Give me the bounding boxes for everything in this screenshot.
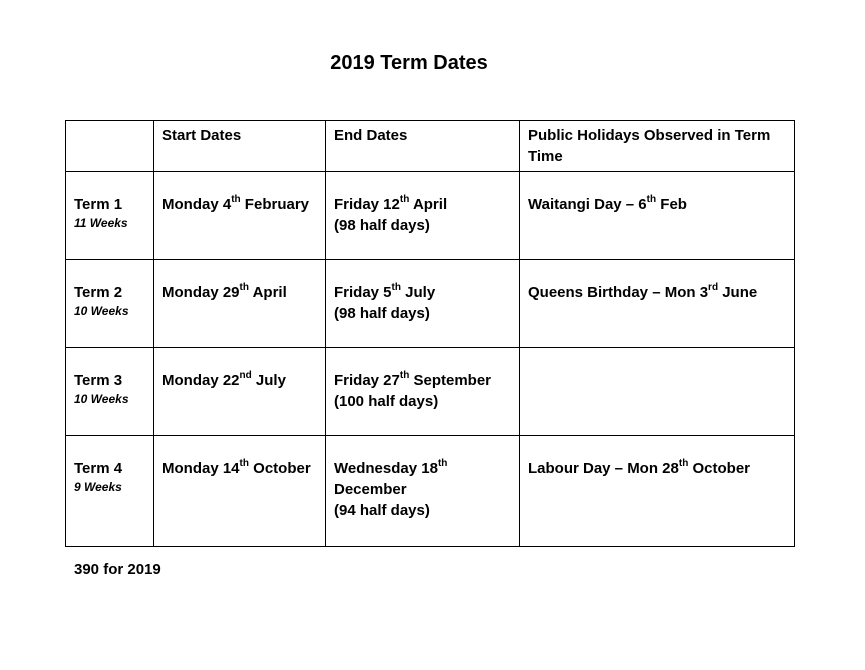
start-date-month: February [240, 196, 309, 213]
header-cell-start-dates: Start Dates [154, 121, 326, 172]
holiday-month: October [688, 460, 751, 477]
term-weeks: 10 Weeks [74, 304, 129, 318]
end-date-day: Friday 12 [334, 196, 400, 213]
start-date-day: Monday 29 [162, 284, 240, 301]
end-date-ordinal: th [437, 458, 448, 469]
header-cell-public-holidays: Public Holidays Observed in Term Time [520, 121, 795, 172]
end-date-cell [326, 172, 520, 260]
end-date-day: Friday 27 [334, 372, 400, 389]
start-date-cell [154, 260, 326, 348]
end-date-ordinal: th [391, 282, 401, 293]
end-date-ordinal: th [399, 194, 410, 205]
header-cell-end-dates: End Dates [326, 121, 520, 172]
holiday-name: Waitangi Day – 6 [528, 196, 647, 213]
start-date-cell [154, 172, 326, 260]
start-date-month: April [248, 284, 287, 301]
start-date-day: Monday 14 [162, 460, 240, 477]
end-date-half-days: (100 half days) [334, 393, 439, 410]
table-row-term-2 [66, 260, 795, 348]
table-row-term-1 [66, 172, 795, 260]
start-date-ordinal: th [231, 194, 241, 205]
holiday-ordinal: th [646, 194, 657, 205]
holiday-month: Feb [656, 196, 687, 213]
holiday-ordinal: th [678, 458, 689, 469]
end-date-day: Friday 5 [334, 284, 392, 301]
holiday-cell [520, 348, 795, 436]
start-date-ordinal: th [239, 458, 249, 469]
end-date-ordinal: th [399, 370, 410, 381]
holiday-name: Labour Day – Mon 28 [528, 460, 679, 477]
end-date-cell [326, 348, 520, 436]
term-weeks: 9 Weeks [74, 480, 122, 494]
term-label: Term 2 [74, 284, 123, 301]
term-label: Term 4 [74, 460, 123, 477]
start-date-cell [154, 348, 326, 436]
start-date-day: Monday 4 [162, 196, 232, 213]
term-cell [66, 172, 154, 260]
holiday-month: June [718, 284, 758, 301]
end-date-half-days: (98 half days) [334, 217, 430, 234]
end-date-half-days: (98 half days) [334, 305, 430, 322]
holiday-cell [520, 260, 795, 348]
start-date-month: October [248, 460, 311, 477]
holiday-cell [520, 436, 795, 547]
holiday-cell [520, 172, 795, 260]
total-half-days-note: 390 for 2019 [74, 561, 161, 578]
header-cell-term [66, 121, 154, 172]
end-date-cell [326, 436, 520, 547]
end-date-day: Wednesday 18 [334, 460, 438, 477]
end-date-cell [326, 260, 520, 348]
start-date-day: Monday 22 [162, 372, 240, 389]
page-title: 2019 Term Dates [330, 52, 488, 74]
term-weeks: 11 Weeks [74, 216, 128, 230]
end-date-month: September [409, 372, 492, 389]
table-row-term-3 [66, 348, 795, 436]
start-date-cell [154, 436, 326, 547]
term-label: Term 1 [74, 196, 123, 213]
term-label: Term 3 [74, 372, 123, 389]
term-cell [66, 260, 154, 348]
term-dates-table [65, 120, 795, 547]
holiday-name: Queens Birthday – Mon 3 [528, 284, 709, 301]
holiday-ordinal: rd [708, 282, 719, 293]
table-header-row [66, 121, 795, 172]
table-row-term-4 [66, 436, 795, 547]
term-cell [66, 436, 154, 547]
start-date-ordinal: th [239, 282, 249, 293]
term-weeks: 10 Weeks [74, 392, 129, 406]
end-date-half-days: (94 half days) [334, 502, 430, 519]
start-date-ordinal: nd [239, 370, 252, 381]
end-date-month: July [400, 284, 436, 301]
term-cell [66, 348, 154, 436]
end-date-month: April [409, 196, 448, 213]
end-date-month: December [334, 481, 407, 498]
start-date-month: July [251, 372, 286, 389]
